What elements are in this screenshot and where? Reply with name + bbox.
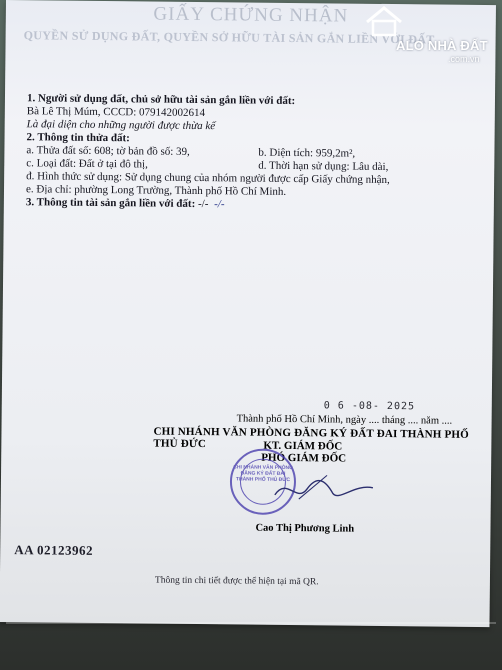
site-watermark <box>364 4 502 66</box>
usage-duration: d. Thời hạn sử dụng: Lâu dài, <box>258 159 389 174</box>
seal-text: CHI NHÁNH VĂN PHÒNG ĐĂNG KÝ ĐẤT ĐAI THÀNH PHỐ THỦ ĐỨC <box>233 464 294 484</box>
serial-number: AA 02123962 <box>14 542 94 558</box>
qr-note: Thông tin chi tiết được thể hiện tại mã QR. <box>154 575 319 588</box>
watermark-brand: ALO NHÀ ĐẤT <box>396 38 488 53</box>
section3-value: -/- <box>197 198 209 211</box>
on-behalf-title: KT. GIÁM ĐỐC <box>263 439 343 453</box>
certificate-content <box>26 92 487 214</box>
stamped-date: 0 6 -08- 2025 <box>323 400 416 413</box>
watermark-domain: .com.vn <box>448 54 480 64</box>
heirs-note: Là đại diện cho những người được thừa kế <box>26 118 216 133</box>
paper-edge <box>6 622 496 624</box>
handwritten-mark: -/- <box>214 198 225 211</box>
plot-address: e. Địa chỉ: phường Long Trường, Thành phố Hồ Chí Minh. <box>25 183 287 198</box>
section1-heading: 1. Người sử dụng đất, chủ sở hữu tài sản gắn liền với đất: <box>26 92 296 108</box>
land-type: c. Loại đất: Đất ở tại đô thị, <box>26 157 148 171</box>
issuing-office: CHI NHÁNH VĂN PHÒNG ĐĂNG KÝ ĐẤT ĐAI THÀNH PHỐ THỦ ĐỨC <box>153 425 470 451</box>
signer-name: Cao Thị Phương Linh <box>255 522 355 535</box>
section2-heading: 2. Thông tin thửa đất: <box>26 131 130 145</box>
certificate-subtitle: QUYỀN SỬ DỤNG ĐẤT, QUYỀN SỞ HỮU TÀI SẢN GẮN LIỀN VỚI ĐẤT <box>23 28 435 47</box>
plot-number: a. Thửa đất số: 608; tờ bản đồ số: 39, <box>26 144 190 158</box>
plot-area: b. Diện tích: 959,2m², <box>258 146 356 160</box>
house-icon <box>364 4 404 38</box>
certificate-title: GIẤY CHỨNG NHẬN <box>153 3 349 27</box>
handwritten-signature <box>269 469 379 510</box>
section3-heading: 3. Thông tin tài sản gắn liền với đất: <box>25 196 196 210</box>
owner-line: Bà Lê Thị Múm, CCCD: 079142002614 <box>26 105 206 120</box>
usage-form: đ. Hình thức sử dụng: Sử dụng chung của nhóm người được cấp Giấy chứng nhận, <box>26 170 390 187</box>
signer-title: PHÓ GIÁM ĐỐC <box>261 451 347 465</box>
city-date-line: Thành phố Hồ Chí Minh, ngày .... tháng .... năm .... <box>236 413 453 427</box>
